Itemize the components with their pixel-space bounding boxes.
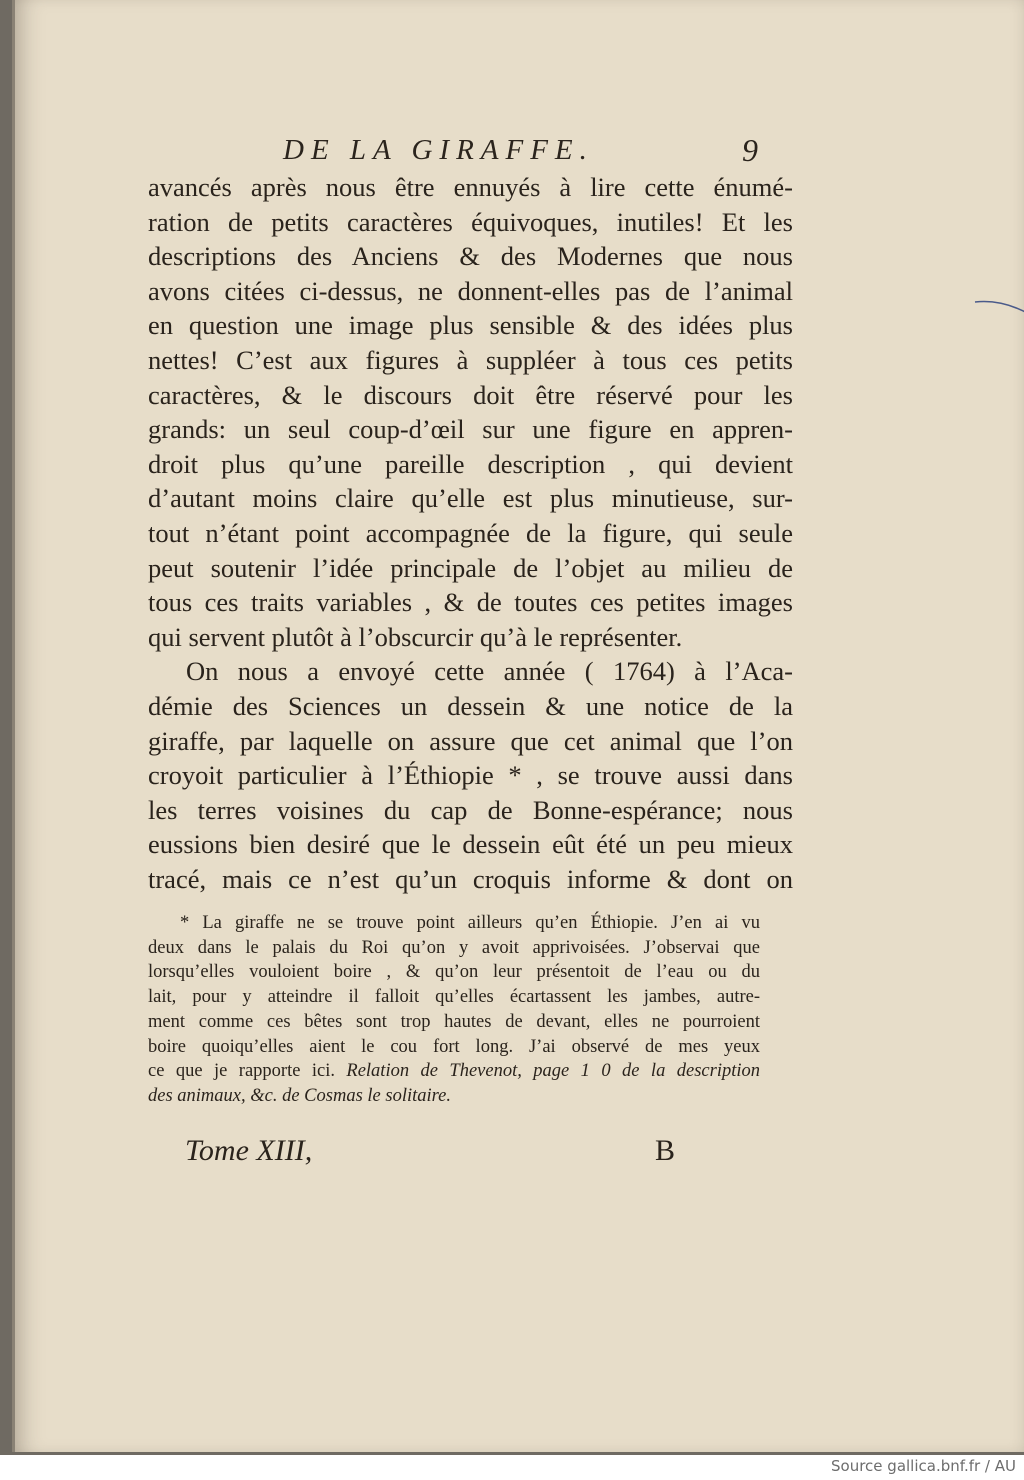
text-line: caractères, & le discours doit être réservé pour les [148, 379, 793, 410]
running-title: DE LA GIRAFFE. [283, 134, 594, 166]
footnote-citation-line: des animaux, &c. de Cosmas le solitaire. [148, 1085, 451, 1106]
page-footer [185, 1134, 675, 1174]
footnote-line: lait, pour y atteindre il falloit qu’elles écartassent les jambes, autre- [148, 987, 760, 1008]
text-line: tous ces traits variables , & de toutes ces petites images [148, 587, 793, 618]
footnote-line: boire quoiqu’elles aient le cou fort long. J’ai observé de mes yeux [148, 1036, 760, 1057]
page-header [283, 132, 758, 172]
text-line: tout n’étant point accompagnée de la figure, qui seule [148, 517, 793, 548]
text-line: giraffe, par laquelle on assure que cet animal que l’on [148, 725, 793, 756]
text-line: qui servent plutôt à l’obscurcir qu’à le représenter. [148, 621, 683, 652]
source-credit: Source gallica.bnf.fr / AU [831, 1457, 1016, 1475]
signature-mark: B [654, 1134, 675, 1167]
footnote-line: lorsqu’elles vouloient boire , & qu’on leur présentoit de l’eau ou du [148, 962, 760, 983]
text-line: peut soutenir l’idée principale de l’objet au milieu de [148, 552, 793, 583]
page-number: 9 [742, 132, 758, 168]
body-text [148, 170, 793, 896]
text-line: droit plus qu’une pareille description , qui devient [148, 448, 793, 479]
text-line: tracé, mais ce n’est qu’un croquis informe & dont on [148, 863, 793, 894]
text-line: avancés après nous être ennuyés à lire cette énumé- [148, 172, 793, 202]
text-line: nettes! C’est aux figures à suppléer à tous ces petits [148, 344, 793, 375]
footnote [148, 911, 760, 1109]
footnote-line: deux dans le palais du Roi qu’on y avoit apprivoisées. J’observai que [148, 937, 760, 958]
text-line: On nous a envoyé cette année ( 1764) à l’Aca- [186, 656, 793, 687]
text-line: grands: un seul coup-d’œil sur une figure en appren- [148, 414, 793, 445]
text-line: démie des Sciences un dessein & une notice de la [148, 690, 793, 721]
text-line: eussions bien desiré que le dessein eût été un peu mieux [148, 829, 793, 860]
book-page [12, 0, 1024, 1452]
footnote-citation-italic: Relation de Thevenot, page 1 0 de la description [346, 1061, 761, 1082]
text-line: croyoit particulier à l’Éthiopie * , se trouve aussi dans [148, 760, 793, 791]
text-line: ration de petits caractères équivoques, inutiles! Et les [148, 206, 793, 237]
margin-ink-mark [973, 296, 1024, 318]
footnote-line: * La giraffe ne se trouve point ailleurs qu’en Éthiopie. J’en ai vu [180, 913, 760, 933]
text-line: d’autant moins claire qu’elle est plus minutieuse, sur- [148, 483, 793, 514]
footnote-line: ment comme ces bêtes sont trop hautes de devant, elles ne pourroient [148, 1011, 760, 1032]
text-line: en question une image plus sensible & des idées plus [148, 310, 793, 341]
volume-label: Tome XIII, [185, 1134, 313, 1167]
text-line: descriptions des Anciens & des Modernes que nous [148, 241, 793, 272]
text-line: les terres voisines du cap de Bonne-espérance; nous [148, 794, 793, 825]
footnote-citation-line [148, 1059, 760, 1084]
text-line: avons citées ci-dessus, ne donnent-elles pas de l’animal [148, 275, 793, 306]
footnote-citation-lead: ce que je rapporte ici. [148, 1061, 335, 1082]
